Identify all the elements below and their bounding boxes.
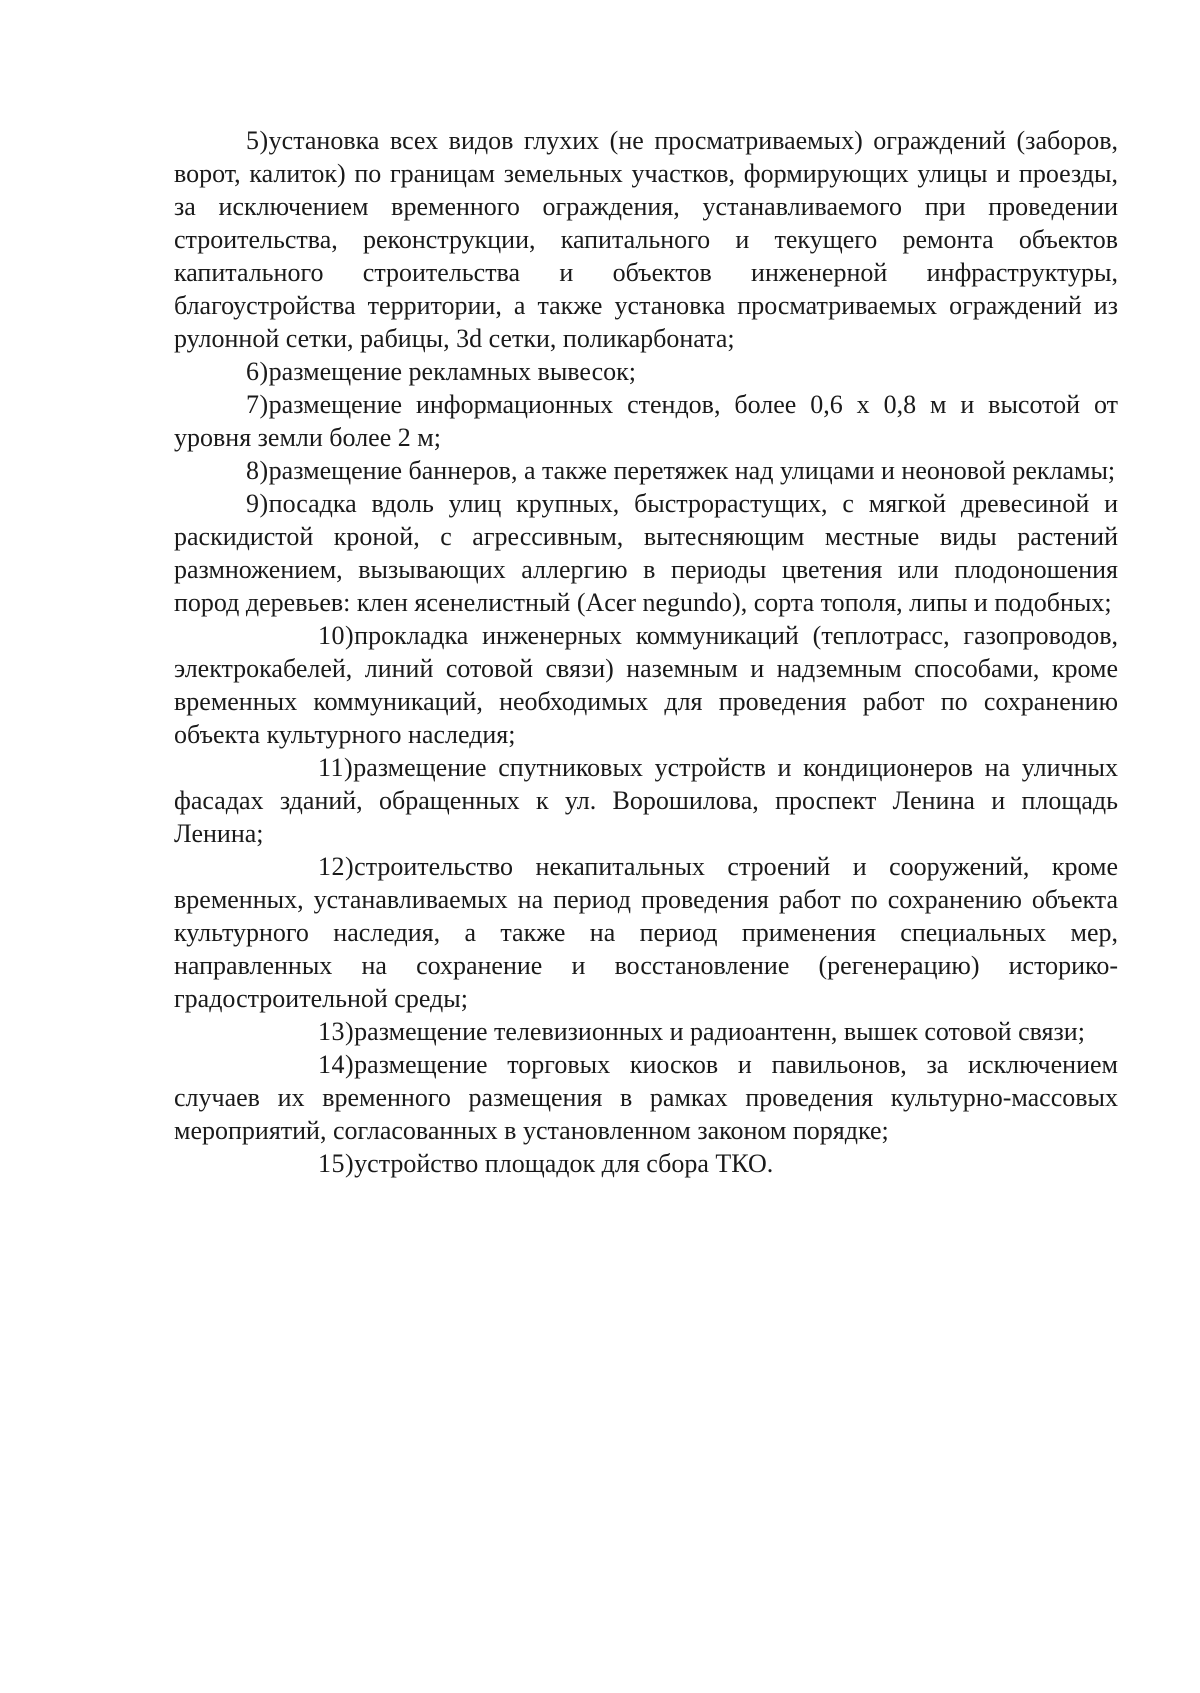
list-item bbox=[174, 388, 1118, 454]
item-number: 5) bbox=[246, 126, 269, 155]
list-item bbox=[174, 487, 1118, 619]
item-number: 11) bbox=[318, 753, 354, 782]
item-text: размещение спутниковых устройств и кондиционеров на уличных фасадах зданий, обращенных к ул. Ворошилова, проспект Ленина и площадь Ленина; bbox=[174, 753, 1118, 848]
item-number: 12) bbox=[318, 852, 355, 881]
item-text: строительство некапитальных строений и сооружений, кроме временных, устанавливаемых на период проведения работ по сохранению объекта культурного наследия, а также на период применения специальных мер, направленных на сохранение и восстановление (регенерацию) историко-градостроительной среды; bbox=[174, 852, 1118, 1013]
list-item bbox=[174, 619, 1118, 751]
item-text: посадка вдоль улиц крупных, быстрорастущих, с мягкой древесиной и раскидистой кроной, с агрессивным, вытесняющим местные виды растений размножением, вызывающих аллергию в периоды цветения или плодоношения пород деревьев: клен ясенелистный (Acer negundo), сорта тополя, липы и подобных; bbox=[174, 489, 1118, 617]
item-text: установка всех видов глухих (не просматриваемых) ограждений (заборов, ворот, калиток) по границам земельных участков, формирующих улицы и проезды, за исключением временного ограждения, устанавливаемого при проведении строительства, реконструкции, капитального и текущего ремонта объектов капитального строительства и объектов инженерной инфраструктуры, благоустройства территории, а также установка просматриваемых ограждений из рулонной сетки, рабицы, 3d сетки, поликарбоната; bbox=[174, 126, 1118, 353]
item-text: устройство площадок для сбора ТКО. bbox=[354, 1149, 774, 1178]
list-item bbox=[174, 454, 1118, 487]
item-number: 6) bbox=[246, 357, 269, 386]
item-text: прокладка инженерных коммуникаций (теплотрасс, газопроводов, электрокабелей, линий сотовой связи) наземным и надземным способами, кроме временных коммуникаций, необходимых для проведения работ по сохранению объекта культурного наследия; bbox=[174, 621, 1118, 749]
item-number: 13) bbox=[318, 1017, 355, 1046]
item-text: размещение рекламных вывесок; bbox=[268, 357, 637, 386]
item-number: 9) bbox=[246, 489, 269, 518]
list-item bbox=[174, 1048, 1118, 1147]
list-item bbox=[174, 751, 1118, 850]
item-text: размещение телевизионных и радиоантенн, вышек сотовой связи; bbox=[354, 1017, 1085, 1046]
item-text: размещение торговых киосков и павильонов, за исключением случаев их временного размещения в рамках проведения культурно-массовых мероприятий, согласованных в установленном законом порядке; bbox=[174, 1050, 1118, 1145]
item-number: 14) bbox=[318, 1050, 355, 1079]
list-item bbox=[174, 355, 1118, 388]
item-text: размещение баннеров, а также перетяжек над улицами и неоновой рекламы; bbox=[268, 456, 1116, 485]
item-number: 15) bbox=[318, 1149, 355, 1178]
list-item bbox=[174, 1015, 1118, 1048]
item-number: 7) bbox=[246, 390, 269, 419]
list-item bbox=[174, 124, 1118, 355]
list-item bbox=[174, 1147, 1118, 1180]
item-text: размещение информационных стендов, более 0,6 х 0,8 м и высотой от уровня земли более 2 м; bbox=[174, 390, 1118, 452]
document-body bbox=[174, 124, 1118, 1180]
item-number: 8) bbox=[246, 456, 269, 485]
item-number: 10) bbox=[318, 621, 355, 650]
list-item bbox=[174, 850, 1118, 1015]
